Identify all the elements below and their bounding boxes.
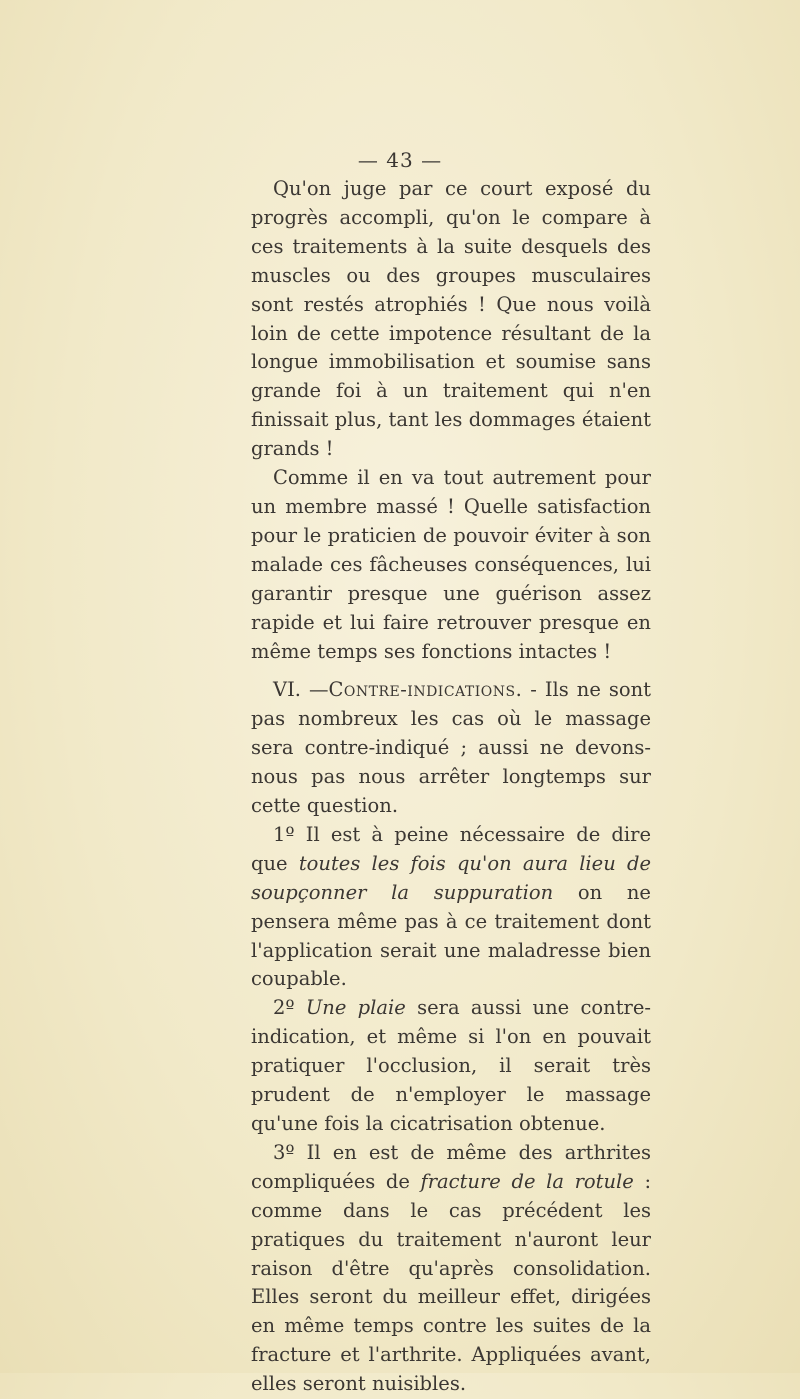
section-contre-indications: VI. —Contre-indications. - Ils ne sont pas nombreux les cas où le massage sera contre-indiqué ; aussi ne devons-nous pas nous arrêter longtemps sur cette question. — [251, 678, 651, 818]
item-3-text-after: : comme dans le cas précédent les pratiques du traitement n'auront leur raison d'être qu'après consolidation. Elles seront du meilleur effet, dirigées en même temps contre les suites de la fracture et l'arthrite. Appliquées avant, elles seront nuisibles. — [251, 1169, 652, 1396]
paragraph-massaged-limb: Comme il en va tout autrement pour un membre massé ! Quelle satisfaction pour le praticien de pouvoir éviter à son malade ces fâcheuses conséquences, lui garantir presque une guérison assez rapide et lui faire retrouver presque en même temps ses fonctions intactes ! — [251, 466, 651, 663]
section-numeral: VI. — [273, 678, 301, 702]
item-3-text-before: Il en est de même des arthrites compliquées de — [251, 1140, 651, 1193]
item-1-text-before: Il est à peine nécessaire de dire que — [251, 822, 651, 875]
section-dash: — — [308, 678, 329, 702]
item-2-text-after: sera aussi une contre-indication, et même si l'on en pouvait pratiquer l'occlusion, il serait très prudent de n'employer le massage qu'une fois la cicatrisation obtenue. — [251, 996, 651, 1135]
list-item-1 — [251, 821, 651, 994]
list-item-3 — [251, 1139, 651, 1399]
item-3-italic: fracture de la rotule — [420, 1169, 634, 1193]
item-2-number: 2º — [273, 996, 295, 1020]
section-intro: Ils ne sont pas nombreux les cas où le massage sera contre-indiqué ; aussi ne devons-nous pas nous arrêter longtemps sur cette question. — [251, 678, 651, 818]
item-1-text-after: on ne pensera même pas à ce traitement dont l'application serait une maladresse bien coupable. — [251, 880, 651, 991]
item-1-number: 1º — [273, 822, 295, 846]
item-2-italic: Une plaie — [305, 996, 406, 1020]
item-1-italic: toutes les fois qu'on aura lieu de soupçonner la suppuration — [251, 851, 652, 904]
body-text — [251, 175, 651, 1399]
item-3-number: 3º — [273, 1140, 295, 1164]
section-heading: Contre-indications. — [328, 678, 523, 702]
page-number: — 43 — — [357, 148, 443, 172]
list-item-2 — [251, 994, 651, 1139]
paragraph-progress: Qu'on juge par ce court exposé du progrès accompli, qu'on le compare à ces traitements à la suite desquels des muscles ou des groupes musculaires sont restés atrophiés ! Que nous voilà loin de cette impotence résultant de la longue immobilisation et soumise sans grande foi à un traitement qui n'en finissait plus, tant les dommages étaient grands ! — [251, 177, 651, 461]
